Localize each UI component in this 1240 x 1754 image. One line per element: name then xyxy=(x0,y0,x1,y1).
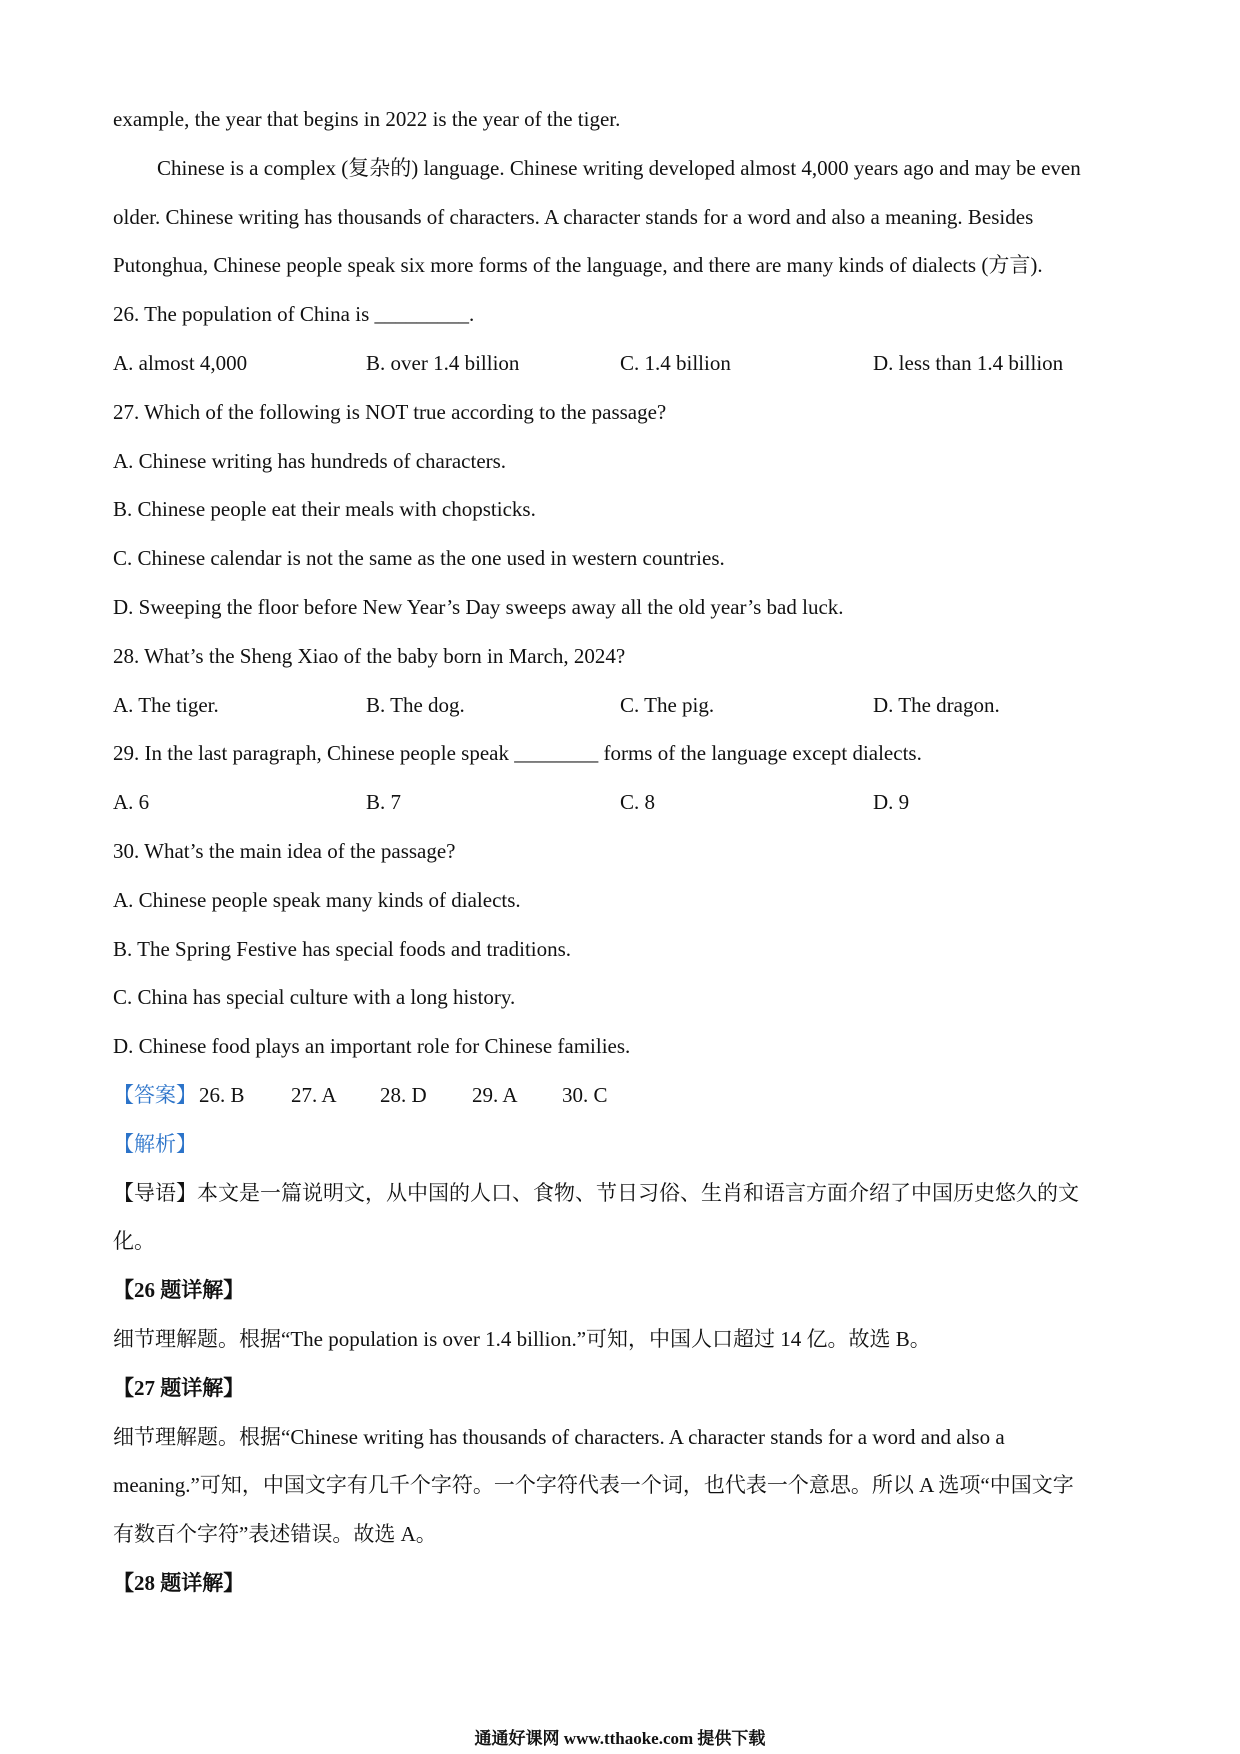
passage-line-4: Putonghua, Chinese people speak six more forms of the language, and there are many kinds of dialects (方言). xyxy=(113,253,1043,277)
question-29-stem: 29. In the last paragraph, Chinese people speak ________ forms of the language except dialects. xyxy=(113,741,922,765)
q26-detail-title: 【26 题详解】 xyxy=(113,1278,245,1302)
page-footer: 通通好课网 www.tthaoke.com 提供下载 xyxy=(474,1729,766,1748)
option-c: C. 8 xyxy=(620,790,656,814)
question-27-option-b: B. Chinese people eat their meals with chopsticks. xyxy=(113,497,536,521)
answer-28: 28. D xyxy=(380,1083,427,1107)
question-30-option-d: D. Chinese food plays an important role for Chinese families. xyxy=(113,1034,631,1058)
answer-30: 30. C xyxy=(562,1083,608,1107)
q27-detail-line-2: meaning.”可知，中国文字有几千个字符。一个字符代表一个词，也代表一个意思。所以 A 选项“中国文字 xyxy=(113,1473,1074,1497)
passage-line-3: older. Chinese writing has thousands of characters. A character stands for a word and also a meaning. Besides xyxy=(113,205,1034,229)
question-27-option-c: C. Chinese calendar is not the same as the one used in western countries. xyxy=(113,546,725,570)
answer-label: 【答案】 xyxy=(113,1083,197,1107)
option-b: B. 7 xyxy=(366,790,402,814)
passage-line-1: example, the year that begins in 2022 is the year of the tiger. xyxy=(113,107,621,131)
option-a: A. almost 4,000 xyxy=(113,351,248,375)
option-c: C. The pig. xyxy=(620,693,715,717)
guide-line-2: 化。 xyxy=(113,1229,155,1253)
question-28-stem: 28. What’s the Sheng Xiao of the baby born in March, 2024? xyxy=(113,644,626,668)
answer-27: 27. A xyxy=(291,1083,337,1107)
q26-detail-text: 细节理解题。根据“The population is over 1.4 billion.”可知，中国人口超过 14 亿。故选 B。 xyxy=(113,1327,931,1351)
guide-line-1: 【导语】本文是一篇说明文，从中国的人口、食物、节日习俗、生肖和语言方面介绍了中国历史悠久的文 xyxy=(113,1181,1079,1205)
question-30-option-c: C. China has special culture with a long history. xyxy=(113,985,516,1009)
q27-detail-line-1: 细节理解题。根据“Chinese writing has thousands of characters. A character stands for a word and also a xyxy=(113,1425,1005,1449)
option-b: B. over 1.4 billion xyxy=(366,351,520,375)
question-27-stem: 27. Which of the following is NOT true according to the passage? xyxy=(113,400,667,424)
passage-line-2: Chinese is a complex (复杂的) language. Chinese writing developed almost 4,000 years ago and may be even xyxy=(157,156,1081,180)
option-d: D. less than 1.4 billion xyxy=(873,351,1064,375)
option-d: D. The dragon. xyxy=(873,693,1000,717)
question-26-stem: 26. The population of China is _________. xyxy=(113,302,475,326)
question-30-option-b: B. The Spring Festive has special foods and traditions. xyxy=(113,937,572,961)
analysis-label: 【解析】 xyxy=(113,1132,197,1156)
q27-detail-line-3: 有数百个字符”表述错误。故选 A。 xyxy=(113,1522,437,1546)
option-a: A. 6 xyxy=(113,790,150,814)
question-30-option-a: A. Chinese people speak many kinds of dialects. xyxy=(113,888,521,912)
option-b: B. The dog. xyxy=(366,693,465,717)
option-a: A. The tiger. xyxy=(113,693,219,717)
question-27-option-a: A. Chinese writing has hundreds of characters. xyxy=(113,449,507,473)
question-27-option-d: D. Sweeping the floor before New Year’s Day sweeps away all the old year’s bad luck. xyxy=(113,595,844,619)
answer-26: 26. B xyxy=(199,1083,245,1107)
option-d: D. 9 xyxy=(873,790,910,814)
question-30-stem: 30. What’s the main idea of the passage? xyxy=(113,839,456,863)
q27-detail-title: 【27 题详解】 xyxy=(113,1376,245,1400)
option-c: C. 1.4 billion xyxy=(620,351,731,375)
q28-detail-title: 【28 题详解】 xyxy=(113,1571,245,1595)
answer-29: 29. A xyxy=(472,1083,518,1107)
